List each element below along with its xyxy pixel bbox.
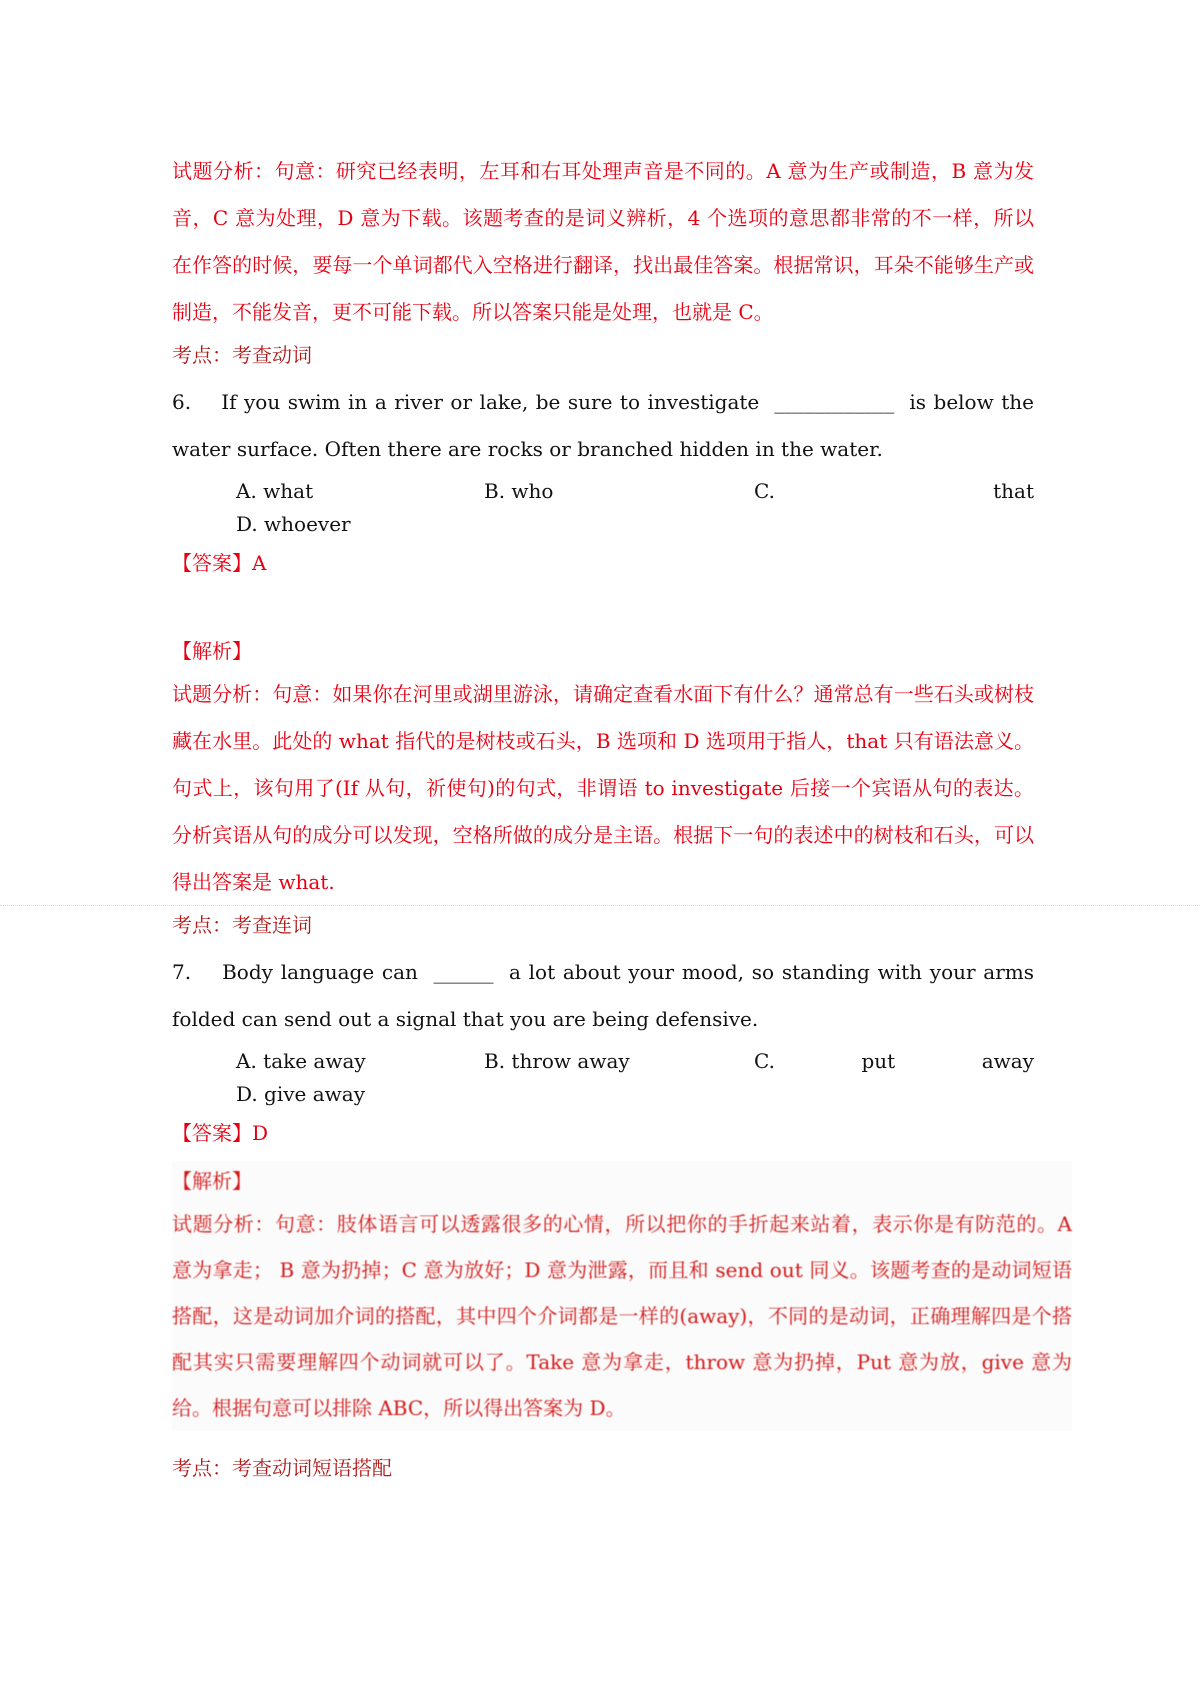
q7-stem-after: a lot about your mood, so standing with your arms folded can send out a signal that you are being defensive. — [172, 960, 1035, 1031]
q7-option-d: D. give away — [236, 1082, 365, 1106]
q7-number: 7. — [172, 960, 192, 984]
q7-kaodian: 考点：考查动词短语搭配 — [172, 1456, 392, 1480]
document-page — [172, 148, 1072, 1492]
q6-options — [172, 475, 1034, 541]
q7-jiexi-label: 【解析】 — [172, 1169, 252, 1193]
q7-option-c-word: away — [981, 1049, 1034, 1073]
q6-kaodian: 考点：考查连词 — [172, 913, 312, 937]
q6-analysis: 试题分析：句意：如果你在河里或湖里游泳，请确定查看水面下有什么？通常总有一些石头或树枝藏在水里。此处的 what 指代的是树枝或石头，B 选项和 D 选项用于指人，that 只有语法意义。句式上，该句用了(If 从句，祈使句)的句式，非谓语 to investigate 后接一个宾语从句的表达。分析宾语从句的成分可以发现，空格所做的成分是主语。根据下一句的表述中的树枝和石头，可以得出答案是 what. — [172, 682, 1034, 894]
q6-option-c — [754, 475, 1034, 508]
q7-stem — [172, 949, 1034, 1043]
q6-number: 6. — [172, 390, 192, 414]
q7-option-c-mid: put — [861, 1049, 896, 1073]
q6-stem — [172, 379, 1034, 473]
q6-option-c-letter: C. — [754, 479, 775, 503]
q6-option-c-word: that — [993, 479, 1034, 503]
q7-option-c — [754, 1045, 1034, 1078]
q7-option-b: B. throw away — [484, 1049, 630, 1073]
q7-stem-before: Body language can — [222, 960, 418, 984]
q6-stem-after: is below the water surface. Often there are rocks or branched hidden in the water. — [172, 390, 1034, 461]
q7-answer: 【答案】D — [172, 1121, 269, 1145]
q6-stem-before: If you swim in a river or lake, be sure to investigate — [221, 390, 760, 414]
q6-option-a: A. what — [236, 479, 314, 503]
q6-option-d: D. whoever — [236, 512, 351, 536]
q6-jiexi-label: 【解析】 — [172, 639, 252, 663]
q6-blank: ____________ — [774, 390, 895, 414]
q7-option-a: A. take away — [236, 1049, 366, 1073]
q6-answer: 【答案】A — [172, 551, 267, 575]
q6-option-b: B. who — [484, 479, 554, 503]
q7-jiexi-block — [172, 1161, 1072, 1431]
q5-kaodian: 考点：考查动词 — [172, 343, 312, 367]
q7-analysis: 试题分析：句意：肢体语言可以透露很多的心情，所以把你的手折起来站着，表示你是有防范的。A 意为拿走； B 意为扔掉；C 意为放好；D 意为泄露，而且和 send out 同义。该题考查的是动词短语搭配，这是动词加介词的搭配，其中四个介词都是一样的(away)，不同的是动词，正确理解四是个搭配其实只需要理解四个动词就可以了。Take 意为拿走，throw 意为扔掉，Put 意为放，give 意为给。根据句意可以排除 ABC，所以得出答案为 D。 — [172, 1212, 1072, 1420]
q5-analysis: 试题分析：句意：研究已经表明，左耳和右耳处理声音是不同的。A 意为生产或制造，B 意为发音，C 意为处理，D 意为下载。该题考查的是词义辨析，4 个选项的意思都非常的不一样，所以在作答的时候，要每一个单词都代入空格进行翻译，找出最佳答案。根据常识，耳朵不能够生产或制造，不能发音，更不可能下载。所以答案只能是处理，也就是 C。 — [172, 159, 1034, 324]
q7-options — [172, 1045, 1034, 1111]
q7-option-c-letter: C. — [754, 1049, 775, 1073]
q7-blank: ______ — [433, 960, 494, 984]
